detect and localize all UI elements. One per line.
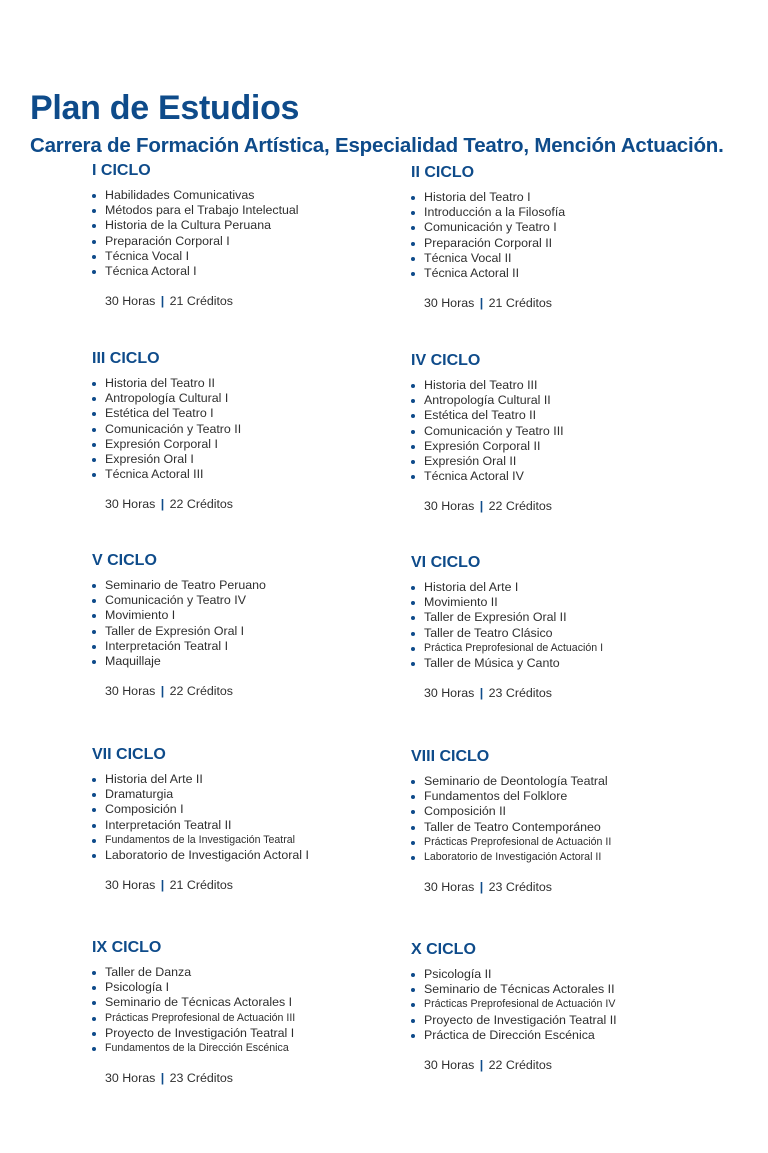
bullet-icon bbox=[92, 808, 96, 812]
credits-label: 21 Créditos bbox=[169, 878, 234, 893]
course-item bbox=[92, 264, 422, 279]
course-name: Estética del Teatro II bbox=[424, 408, 537, 423]
course-name: Interpretación Teatral II bbox=[105, 817, 232, 832]
bullet-icon bbox=[411, 586, 415, 590]
course-item bbox=[92, 391, 422, 406]
course-item bbox=[92, 833, 422, 848]
cycle-summary bbox=[411, 296, 741, 311]
cycle-title: IX CICLO bbox=[92, 939, 162, 956]
course-name: Fundamentos de la Dirección Escénica bbox=[105, 1042, 289, 1055]
bullet-icon bbox=[411, 780, 415, 784]
course-item bbox=[92, 467, 422, 482]
course-name: Técnica Actoral II bbox=[424, 266, 520, 281]
bullet-icon bbox=[92, 854, 96, 858]
credits-label: 22 Créditos bbox=[488, 499, 553, 514]
bullet-icon bbox=[411, 1019, 415, 1023]
cycle-summary bbox=[92, 497, 422, 512]
cycle-title: V CICLO bbox=[92, 552, 157, 569]
course-list bbox=[411, 378, 741, 484]
bullet-icon bbox=[92, 645, 96, 649]
cycle-block bbox=[92, 161, 422, 309]
bullet-icon bbox=[92, 458, 96, 462]
separator: | bbox=[476, 880, 487, 895]
hours-label: 30 Horas bbox=[105, 294, 156, 309]
bullet-icon bbox=[92, 778, 96, 782]
course-name: Métodos para el Trabajo Intelectual bbox=[105, 203, 299, 218]
course-item bbox=[411, 626, 741, 641]
bullet-icon bbox=[92, 240, 96, 244]
course-list bbox=[411, 190, 741, 281]
course-item bbox=[411, 610, 741, 625]
course-name: Práctica Preprofesional de Actuación I bbox=[424, 641, 604, 654]
course-item bbox=[92, 1026, 422, 1041]
course-item bbox=[411, 580, 741, 595]
cycle-summary bbox=[92, 294, 422, 309]
bullet-icon bbox=[411, 647, 415, 651]
course-list bbox=[92, 965, 422, 1056]
bullet-icon bbox=[411, 445, 415, 449]
course-name: Técnica Actoral I bbox=[105, 264, 197, 279]
course-item bbox=[411, 251, 741, 266]
cycle-block bbox=[92, 349, 422, 512]
course-name: Técnica Actoral IV bbox=[424, 469, 524, 484]
course-name: Maquillaje bbox=[105, 654, 161, 669]
bullet-icon bbox=[411, 1003, 415, 1007]
course-name: Comunicación y Teatro IV bbox=[105, 593, 246, 608]
course-item bbox=[411, 820, 741, 835]
course-name: Proyecto de Investigación Teatral I bbox=[105, 1025, 295, 1040]
separator: | bbox=[157, 878, 168, 893]
course-item bbox=[92, 848, 422, 863]
bullet-icon bbox=[92, 660, 96, 664]
bullet-icon bbox=[92, 599, 96, 603]
cycle-summary bbox=[411, 686, 741, 701]
course-item bbox=[92, 787, 422, 802]
separator: | bbox=[157, 294, 168, 309]
course-name: Laboratorio de Investigación Actoral II bbox=[424, 851, 602, 864]
bullet-icon bbox=[411, 988, 415, 992]
bullet-icon bbox=[92, 1032, 96, 1036]
course-item bbox=[411, 424, 741, 439]
course-item bbox=[92, 624, 422, 639]
credits-label: 22 Créditos bbox=[169, 497, 234, 512]
course-item bbox=[92, 452, 422, 467]
course-item bbox=[411, 1013, 741, 1028]
course-name: Antropología Cultural I bbox=[105, 391, 229, 406]
cycle-block bbox=[411, 940, 741, 1073]
course-item bbox=[92, 578, 422, 593]
course-item bbox=[411, 967, 741, 982]
cycle-title: VI CICLO bbox=[411, 554, 481, 571]
course-name: Seminario de Técnicas Actorales II bbox=[424, 982, 615, 997]
course-item bbox=[411, 835, 741, 850]
hours-label: 30 Horas bbox=[424, 1058, 475, 1073]
course-name: Técnica Vocal I bbox=[105, 248, 190, 263]
credits-label: 23 Créditos bbox=[488, 686, 553, 701]
course-name: Composición II bbox=[424, 804, 506, 819]
bullet-icon bbox=[411, 973, 415, 977]
separator: | bbox=[157, 497, 168, 512]
cycle-block bbox=[92, 938, 422, 1086]
course-name: Fundamentos del Folklore bbox=[424, 789, 568, 804]
course-item bbox=[92, 772, 422, 787]
cycle-title: VIII CICLO bbox=[411, 748, 490, 765]
credits-label: 21 Créditos bbox=[169, 294, 234, 309]
credits-label: 21 Créditos bbox=[488, 296, 553, 311]
course-item bbox=[92, 1011, 422, 1026]
cycle-title: III CICLO bbox=[92, 350, 160, 367]
bullet-icon bbox=[92, 209, 96, 213]
bullet-icon bbox=[411, 475, 415, 479]
course-item bbox=[92, 818, 422, 833]
course-item bbox=[92, 654, 422, 669]
page-subtitle: Carrera de Formación Artística, Especialidad Teatro, Mención Actuación. bbox=[30, 134, 724, 157]
course-name: Preparación Corporal I bbox=[105, 233, 230, 248]
page-title: Plan de Estudios bbox=[30, 88, 300, 127]
course-name: Expresión Corporal I bbox=[105, 436, 218, 451]
course-item bbox=[92, 608, 422, 623]
cycle-block bbox=[411, 163, 741, 311]
course-name: Expresión Oral II bbox=[424, 454, 517, 469]
bullet-icon bbox=[92, 194, 96, 198]
hours-label: 30 Horas bbox=[424, 499, 475, 514]
course-name: Comunicación y Teatro I bbox=[424, 220, 557, 235]
course-name: Psicología II bbox=[424, 967, 492, 981]
bullet-icon bbox=[92, 443, 96, 447]
bullet-icon bbox=[411, 414, 415, 418]
course-item bbox=[411, 378, 741, 393]
cycle-title: II CICLO bbox=[411, 164, 475, 181]
cycle-block bbox=[411, 351, 741, 514]
bullet-icon bbox=[92, 630, 96, 634]
course-name: Taller de Danza bbox=[105, 965, 192, 979]
course-list bbox=[92, 772, 422, 863]
separator: | bbox=[157, 1071, 168, 1086]
course-item bbox=[92, 965, 422, 980]
cycle-summary bbox=[92, 684, 422, 699]
course-name: Fundamentos de la Investigación Teatral bbox=[105, 833, 296, 846]
cycle-title: VII CICLO bbox=[92, 746, 166, 763]
separator: | bbox=[476, 1058, 487, 1073]
course-name: Taller de Expresión Oral II bbox=[424, 610, 567, 625]
course-item bbox=[92, 203, 422, 218]
credits-label: 22 Créditos bbox=[169, 684, 234, 699]
course-name: Historia de la Cultura Peruana bbox=[105, 218, 271, 233]
course-item bbox=[411, 190, 741, 205]
hours-label: 30 Horas bbox=[424, 686, 475, 701]
bullet-icon bbox=[92, 224, 96, 228]
bullet-icon bbox=[92, 839, 96, 843]
cycle-summary bbox=[411, 1058, 741, 1073]
cycle-title: X CICLO bbox=[411, 941, 476, 958]
course-item bbox=[411, 439, 741, 454]
course-list bbox=[411, 580, 741, 671]
cycle-block bbox=[92, 745, 422, 893]
bullet-icon bbox=[92, 1047, 96, 1051]
course-item bbox=[92, 639, 422, 654]
bullet-icon bbox=[92, 473, 96, 477]
course-item bbox=[411, 236, 741, 251]
bullet-icon bbox=[92, 382, 96, 386]
bullet-icon bbox=[92, 986, 96, 990]
course-item bbox=[411, 804, 741, 819]
bullet-icon bbox=[411, 196, 415, 200]
course-name: Preparación Corporal II bbox=[424, 235, 553, 250]
course-name: Taller de Teatro Contemporáneo bbox=[424, 819, 601, 834]
bullet-icon bbox=[411, 856, 415, 860]
course-item bbox=[92, 376, 422, 391]
credits-label: 23 Créditos bbox=[488, 880, 553, 895]
course-item bbox=[92, 437, 422, 452]
course-name: Taller de Expresión Oral I bbox=[105, 623, 245, 638]
bullet-icon bbox=[411, 211, 415, 215]
bullet-icon bbox=[92, 1017, 96, 1021]
course-item bbox=[411, 595, 741, 610]
bullet-icon bbox=[411, 272, 415, 276]
bullet-icon bbox=[92, 412, 96, 416]
course-item bbox=[411, 656, 741, 671]
course-name: Movimiento I bbox=[105, 608, 176, 623]
course-item bbox=[92, 188, 422, 203]
bullet-icon bbox=[411, 662, 415, 666]
bullet-icon bbox=[411, 399, 415, 403]
bullet-icon bbox=[411, 826, 415, 830]
hours-label: 30 Horas bbox=[424, 296, 475, 311]
course-name: Técnica Actoral III bbox=[105, 467, 204, 482]
cycle-summary bbox=[92, 1071, 422, 1086]
bullet-icon bbox=[92, 428, 96, 432]
course-name: Antropología Cultural II bbox=[424, 393, 551, 408]
course-name: Estética del Teatro I bbox=[105, 406, 214, 421]
course-name: Historia del Arte II bbox=[105, 772, 203, 786]
course-name: Prácticas Preprofesional de Actuación II bbox=[424, 835, 612, 848]
course-name: Psicología I bbox=[105, 980, 170, 995]
course-item bbox=[92, 249, 422, 264]
separator: | bbox=[476, 499, 487, 514]
course-name: Comunicación y Teatro III bbox=[424, 423, 564, 438]
course-item bbox=[92, 980, 422, 995]
course-item bbox=[411, 408, 741, 423]
course-item bbox=[411, 205, 741, 220]
bullet-icon bbox=[92, 824, 96, 828]
course-item bbox=[92, 422, 422, 437]
credits-label: 22 Créditos bbox=[488, 1058, 553, 1073]
course-name: Composición I bbox=[105, 802, 184, 817]
bullet-icon bbox=[411, 242, 415, 246]
cycle-title: I CICLO bbox=[92, 162, 151, 179]
course-item bbox=[92, 802, 422, 817]
course-name: Expresión Oral I bbox=[105, 452, 194, 467]
hours-label: 30 Horas bbox=[105, 878, 156, 893]
bullet-icon bbox=[92, 584, 96, 588]
bullet-icon bbox=[411, 632, 415, 636]
cycle-title: IV CICLO bbox=[411, 352, 481, 369]
course-name: Laboratorio de Investigación Actoral I bbox=[105, 848, 309, 863]
course-item bbox=[411, 982, 741, 997]
cycle-block bbox=[411, 747, 741, 895]
course-item bbox=[92, 995, 422, 1010]
course-item bbox=[411, 997, 741, 1012]
course-item bbox=[411, 774, 741, 789]
bullet-icon bbox=[92, 971, 96, 975]
separator: | bbox=[157, 684, 168, 699]
course-list bbox=[92, 578, 422, 669]
cycle-summary bbox=[92, 878, 422, 893]
course-item bbox=[411, 641, 741, 656]
bullet-icon bbox=[92, 397, 96, 401]
course-name: Movimiento II bbox=[424, 595, 498, 610]
course-name: Historia del Teatro III bbox=[424, 378, 538, 392]
separator: | bbox=[476, 296, 487, 311]
course-name: Seminario de Técnicas Actorales I bbox=[105, 995, 293, 1010]
bullet-icon bbox=[411, 257, 415, 261]
bullet-icon bbox=[411, 616, 415, 620]
course-list bbox=[92, 188, 422, 279]
separator: | bbox=[476, 686, 487, 701]
bullet-icon bbox=[411, 810, 415, 814]
cycle-summary bbox=[411, 499, 741, 514]
bullet-icon bbox=[411, 601, 415, 605]
bullet-icon bbox=[411, 795, 415, 799]
course-name: Taller de Teatro Clásico bbox=[424, 625, 553, 640]
course-name: Práctica de Dirección Escénica bbox=[424, 1027, 595, 1042]
bullet-icon bbox=[92, 1001, 96, 1005]
bullet-icon bbox=[411, 384, 415, 388]
course-name: Habilidades Comunicativas bbox=[105, 188, 255, 202]
bullet-icon bbox=[92, 614, 96, 618]
course-name: Prácticas Preprofesional de Actuación IV bbox=[424, 998, 616, 1011]
course-name: Proyecto de Investigación Teatral II bbox=[424, 1012, 617, 1027]
bullet-icon bbox=[411, 1034, 415, 1038]
course-item bbox=[411, 1028, 741, 1043]
bullet-icon bbox=[92, 793, 96, 797]
hours-label: 30 Horas bbox=[105, 1071, 156, 1086]
bullet-icon bbox=[411, 226, 415, 230]
course-name: Historia del Teatro II bbox=[105, 376, 215, 390]
bullet-icon bbox=[411, 841, 415, 845]
course-name: Prácticas Preprofesional de Actuación III bbox=[105, 1011, 296, 1024]
course-name: Técnica Vocal II bbox=[424, 250, 512, 265]
cycle-block bbox=[92, 551, 422, 699]
course-item bbox=[92, 406, 422, 421]
course-item bbox=[92, 593, 422, 608]
course-item bbox=[411, 220, 741, 235]
hours-label: 30 Horas bbox=[424, 880, 475, 895]
course-item bbox=[411, 789, 741, 804]
bullet-icon bbox=[92, 255, 96, 259]
cycle-summary bbox=[411, 880, 741, 895]
course-name: Seminario de Teatro Peruano bbox=[105, 578, 266, 592]
course-name: Historia del Arte I bbox=[424, 580, 519, 594]
bullet-icon bbox=[92, 270, 96, 274]
course-list bbox=[411, 967, 741, 1043]
bullet-icon bbox=[411, 460, 415, 464]
credits-label: 23 Créditos bbox=[169, 1071, 234, 1086]
course-item bbox=[411, 266, 741, 281]
course-item bbox=[411, 454, 741, 469]
course-name: Taller de Música y Canto bbox=[424, 656, 560, 671]
course-item bbox=[411, 850, 741, 865]
course-list bbox=[411, 774, 741, 865]
course-item bbox=[411, 393, 741, 408]
course-name: Interpretación Teatral I bbox=[105, 638, 229, 653]
course-item bbox=[92, 234, 422, 249]
course-name: Introducción a la Filosofía bbox=[424, 205, 566, 220]
cycle-block bbox=[411, 553, 741, 701]
course-name: Historia del Teatro I bbox=[424, 190, 531, 204]
course-name: Expresión Corporal II bbox=[424, 438, 541, 453]
course-item bbox=[411, 469, 741, 484]
course-item bbox=[92, 1041, 422, 1056]
course-name: Seminario de Deontología Teatral bbox=[424, 774, 608, 788]
course-item bbox=[92, 218, 422, 233]
course-name: Dramaturgia bbox=[105, 787, 174, 802]
bullet-icon bbox=[411, 430, 415, 434]
hours-label: 30 Horas bbox=[105, 497, 156, 512]
course-list bbox=[92, 376, 422, 482]
course-name: Comunicación y Teatro II bbox=[105, 421, 242, 436]
hours-label: 30 Horas bbox=[105, 684, 156, 699]
